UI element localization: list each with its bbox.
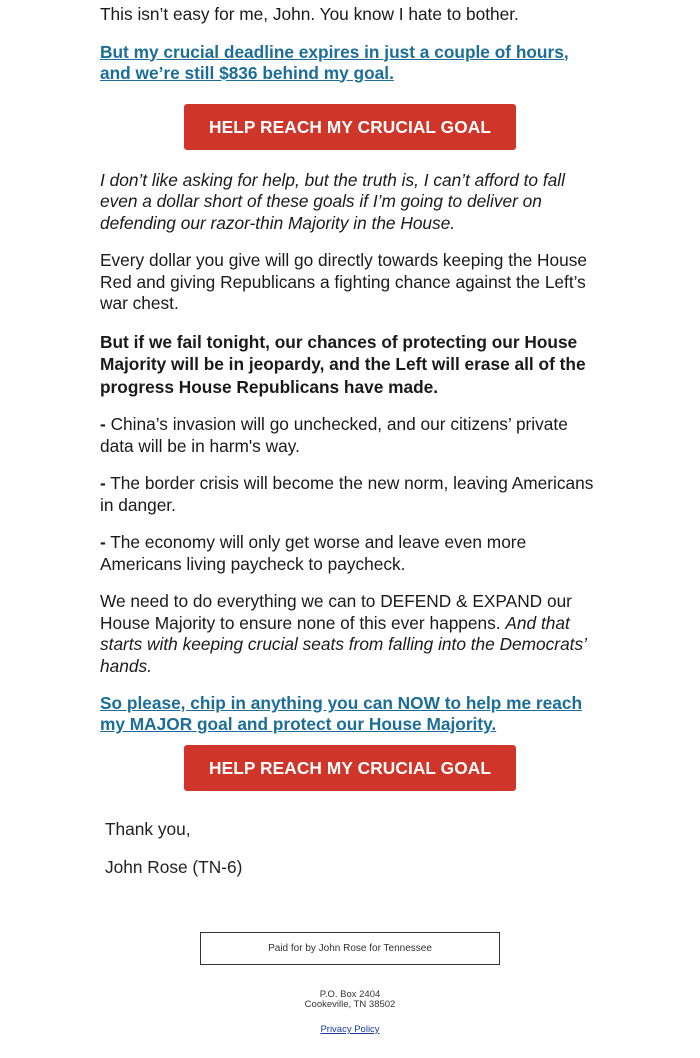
bullet-item [100,473,600,516]
bullet-dash: - [100,414,106,434]
paid-for-disclaimer: Paid for by John Rose for Tennessee [200,932,500,965]
defend-paragraph [100,591,600,677]
bullet-text: The border crisis will become the new norm, leaving Americans in danger. [100,473,594,515]
cta-bottom-wrapper [100,745,600,791]
po-box: P.O. Box 2404 [319,989,381,1000]
chip-in-link[interactable]: So please, chip in anything you can NOW to help me reach my MAJOR goal and protect our House Majority. [100,693,583,734]
deadline-link[interactable]: But my crucial deadline expires in just a couple of hours, and we’re still $836 behind my goal. [100,41,569,83]
defend-text: We need to do everything we can to DEFEND & EXPAND our House Majority to ensure none of this ever happens. [100,591,572,633]
dollar-paragraph: Every dollar you give will go directly towards keeping the House Red and giving Republicans a fighting chance against the Left’s war chest. [100,250,587,313]
fail-tonight-paragraph: But if we fail tonight, our chances of protecting our House Majority will be in jeopardy, and the Left will erase all of the progress House Republicans have made. [100,331,586,397]
italic-paragraph: I don’t like asking for help, but the truth is, I can’t afford to fall even a dollar short of these goals if I’m going to deliver on defending our razor-thin Majority in the House. [100,169,565,233]
intro-text: This isn’t easy for me, John. You know I hate to bother. [100,4,519,24]
email-body [100,4,600,791]
signature: John Rose (TN-6) [105,857,243,877]
thank-you-text: Thank you, [105,819,191,839]
bullet-item [100,532,600,575]
cta-top-wrapper [100,104,600,150]
help-reach-goal-button-bottom[interactable]: HELP REACH MY CRUCIAL GOAL [184,745,516,791]
privacy-wrapper [200,1024,500,1035]
bullet-dash: - [100,473,106,493]
city-address: Cookeville, TN 38502 [304,999,396,1010]
defend-italic-text: And that starts with keeping crucial seats from falling into the Democrats’ hands. [100,612,587,676]
bullet-text: China’s invasion will go unchecked, and our citizens’ private data will be in harm's way. [100,414,568,456]
help-reach-goal-button-top[interactable]: HELP REACH MY CRUCIAL GOAL [184,104,516,150]
bullet-text: The economy will only get worse and leave even more Americans living paycheck to paycheck. [100,532,527,574]
privacy-policy-link[interactable]: Privacy Policy [320,1024,380,1035]
bullet-item [100,414,600,457]
bullet-dash: - [100,532,106,552]
